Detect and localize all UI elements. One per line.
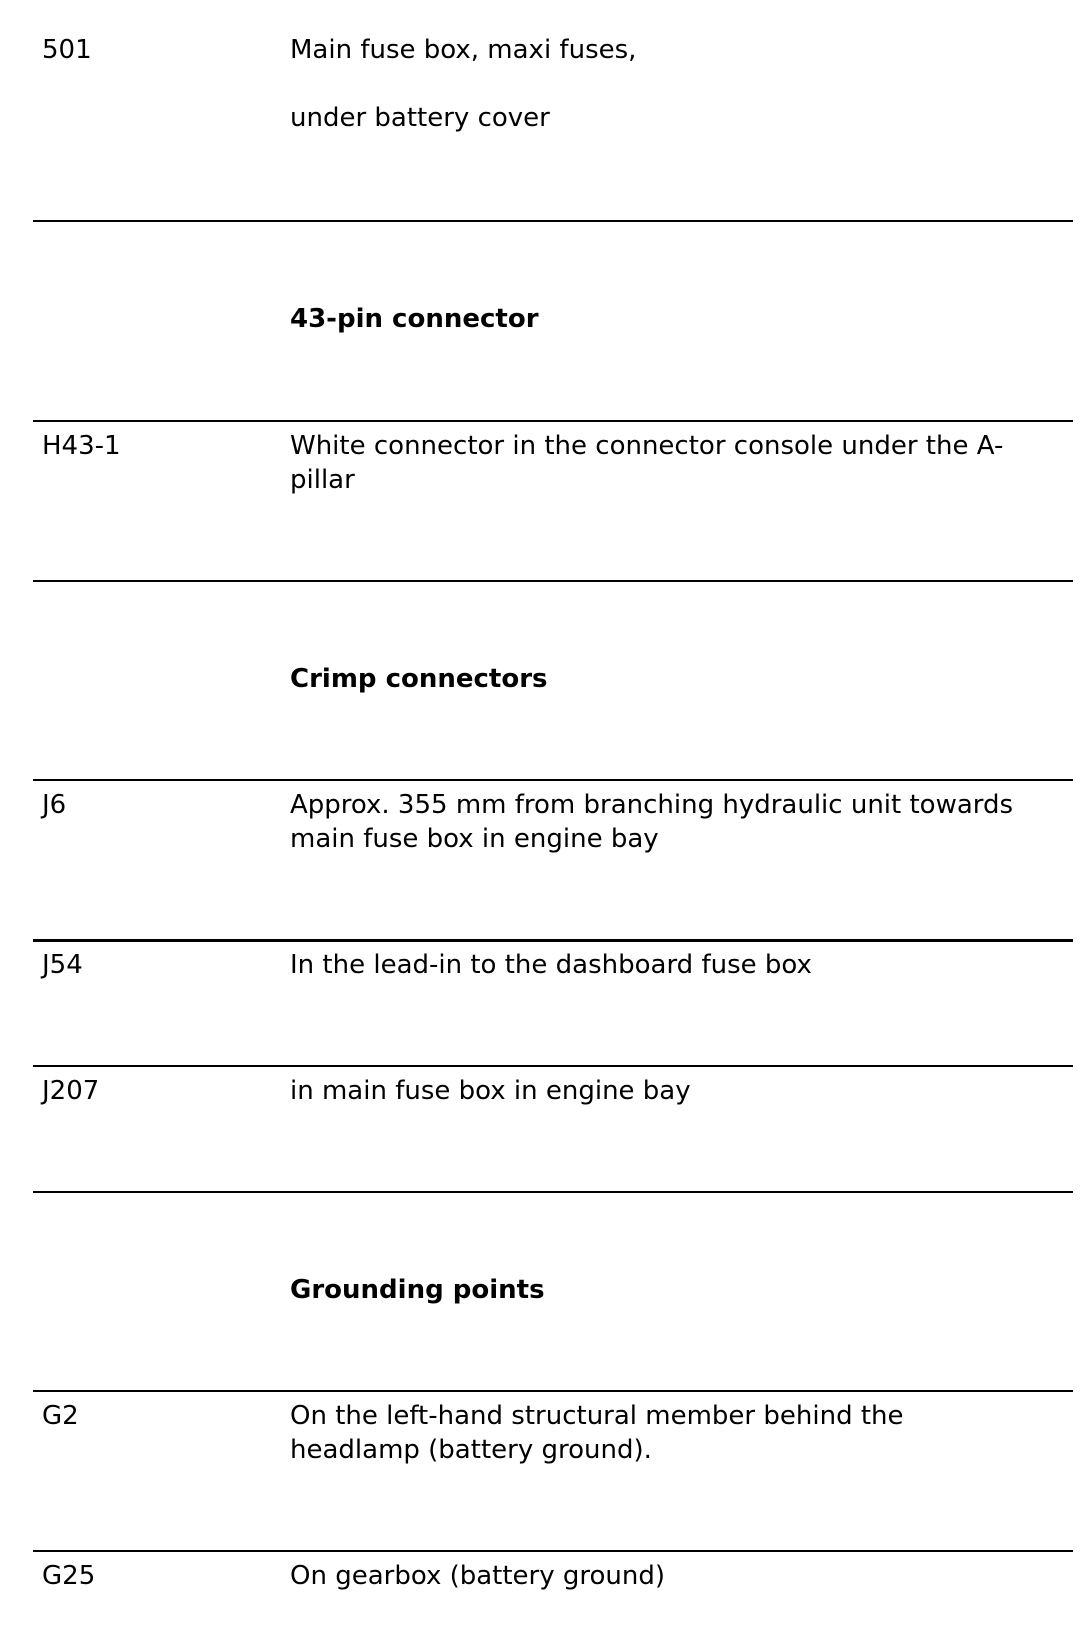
row-divider [33,1191,1073,1193]
entry-description-continued: main fuse box in engine bay [290,824,659,854]
entry-code: 501 [42,35,92,65]
row-divider [33,220,1073,222]
row-divider [33,420,1073,422]
row-divider [33,1065,1073,1067]
entry-description: Main fuse box, maxi fuses, [290,35,637,65]
entry-code: J6 [42,790,67,820]
entry-code: G25 [42,1561,96,1591]
entry-code: J207 [42,1076,100,1106]
entry-description: On gearbox (battery ground) [290,1561,666,1591]
row-divider [33,1550,1073,1552]
row-divider [33,939,1073,942]
section-heading-crimp-connectors: Crimp connectors [290,664,548,694]
entry-description-continued: headlamp (battery ground). [290,1435,652,1465]
entry-description-continued: pillar [290,465,355,495]
entry-description: On the left-hand structural member behind the [290,1401,904,1431]
entry-description: Approx. 355 mm from branching hydraulic unit towards [290,790,1014,820]
row-divider [33,1390,1073,1392]
section-heading-grounding-points: Grounding points [290,1275,545,1305]
row-divider [33,580,1073,582]
entry-code: J54 [42,950,83,980]
entry-code: H43-1 [42,431,121,461]
entry-code: G2 [42,1401,79,1431]
entry-description: In the lead-in to the dashboard fuse box [290,950,812,980]
entry-description: in main fuse box in engine bay [290,1076,691,1106]
entry-description-continued: under battery cover [290,103,550,133]
section-heading-43-pin-connector: 43-pin connector [290,304,539,334]
row-divider [33,779,1073,781]
entry-description: White connector in the connector console under the A- [290,431,1004,461]
